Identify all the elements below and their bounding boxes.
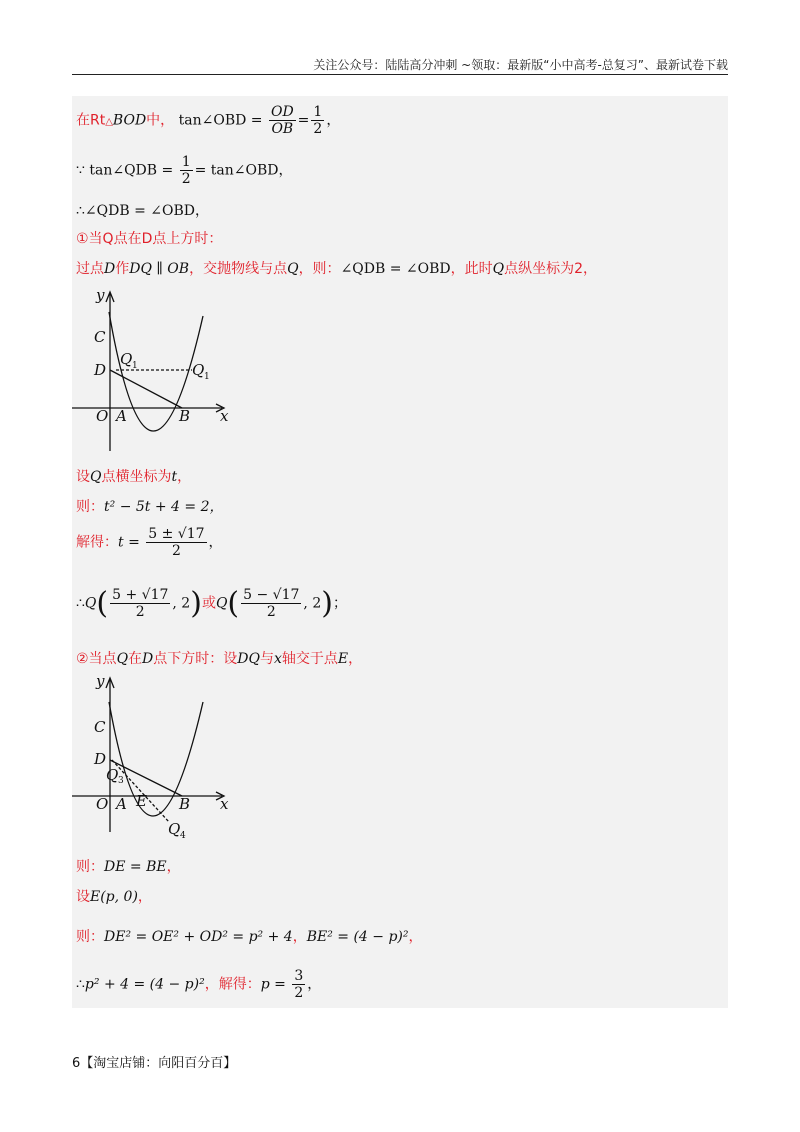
line-13: 则：DE² = OE² + OD² = p² + 4，BE² = (4 − p)²，	[76, 929, 423, 945]
label-q3: Q	[106, 766, 119, 784]
line-9: ∴Q( $\frac{5 + √17}{2}$ , 2)或Q( $\frac{5 - √17}{2}$ , 2)；	[76, 586, 347, 621]
label-b: B	[179, 795, 191, 813]
label-y: y	[96, 672, 105, 690]
svg-text:4: 4	[180, 831, 186, 841]
line-14: ∴p² + 4 = (4 − p)²，解得：p = $\frac{3}{2}$ ，	[76, 968, 322, 1001]
line-6: 设Q点横坐标为t，	[76, 469, 192, 485]
label-e: E	[136, 792, 147, 810]
label-o: O	[96, 407, 109, 425]
solution-area	[72, 96, 728, 1008]
svg-text:1: 1	[204, 372, 210, 382]
fraction-one-half: $\frac{1}{2}$	[313, 104, 323, 137]
line-11: 则：DE = BE，	[76, 859, 181, 875]
page-footer	[72, 1052, 236, 1071]
fraction-one-half: $\frac{1}{2}$	[181, 154, 191, 187]
fraction-three-halves: $\frac{3}{2}$	[294, 968, 304, 1001]
label-x: x	[220, 795, 229, 813]
page-header	[72, 52, 728, 75]
svg-text:1: 1	[132, 361, 138, 371]
label-q1-left: Q	[120, 350, 133, 368]
fraction-q-x1: $\frac{5 + √17}{2}$	[112, 587, 169, 620]
label-d: D	[94, 361, 107, 379]
label-q4: Q	[168, 820, 181, 838]
line-3: ∴∠QDB = ∠OBD，	[76, 203, 209, 219]
label-q1-right: Q	[192, 361, 205, 379]
line-7: 则：t² − 5t + 4 = 2，	[76, 499, 224, 515]
label-d: D	[94, 750, 107, 768]
case-one-heading: ①当Q点在D点上方时：	[76, 231, 223, 247]
parabola-figure-2	[72, 672, 252, 842]
parabola-figure-1	[72, 286, 252, 456]
fraction-q-x2: $\frac{5 - √17}{2}$	[243, 587, 300, 620]
fraction-t-solution: $\frac{5 \pm √17}{2}$	[148, 526, 205, 559]
label-x: x	[220, 407, 229, 425]
label-a: A	[116, 795, 127, 813]
line-5: 过点D作DQ ∥ OB，交抛物线与点Q，则：∠QDB = ∠OBD，此时Q点纵坐标为2，	[76, 261, 598, 277]
label-c: C	[94, 328, 106, 346]
label-o: O	[96, 795, 109, 813]
label-b: B	[179, 407, 191, 425]
header-text: 关注公众号：陆陆高分冲刺 ~领取：最新版“小中高考-总复习”、最新试卷下载	[313, 58, 728, 72]
fraction-od-ob: $\frac{OD}{OB}$	[270, 104, 294, 137]
label-c: C	[94, 718, 106, 736]
line-12: 设E(p, 0)，	[76, 889, 152, 905]
line-8: 解得：t = $\frac{5 \pm √17}{2}$ ，	[76, 526, 223, 559]
label-a: A	[116, 407, 127, 425]
line-2: ∵ tan∠QDB = $\frac{1}{2}$ = tan∠OBD，	[76, 154, 293, 187]
label-y: y	[96, 286, 105, 304]
footer-text: 6【淘宝店铺：向阳百分百】	[72, 1056, 237, 1071]
svg-text:3: 3	[118, 776, 124, 786]
line-1: 在Rt△BOD中， tan∠OBD = $\frac{OD}{OB}$ = $\frac{1}{2}$ ，	[76, 104, 341, 137]
case-two-heading: ②当点Q在D点下方时：设DQ与x轴交于点E，	[76, 651, 363, 667]
segment-db	[110, 370, 182, 408]
